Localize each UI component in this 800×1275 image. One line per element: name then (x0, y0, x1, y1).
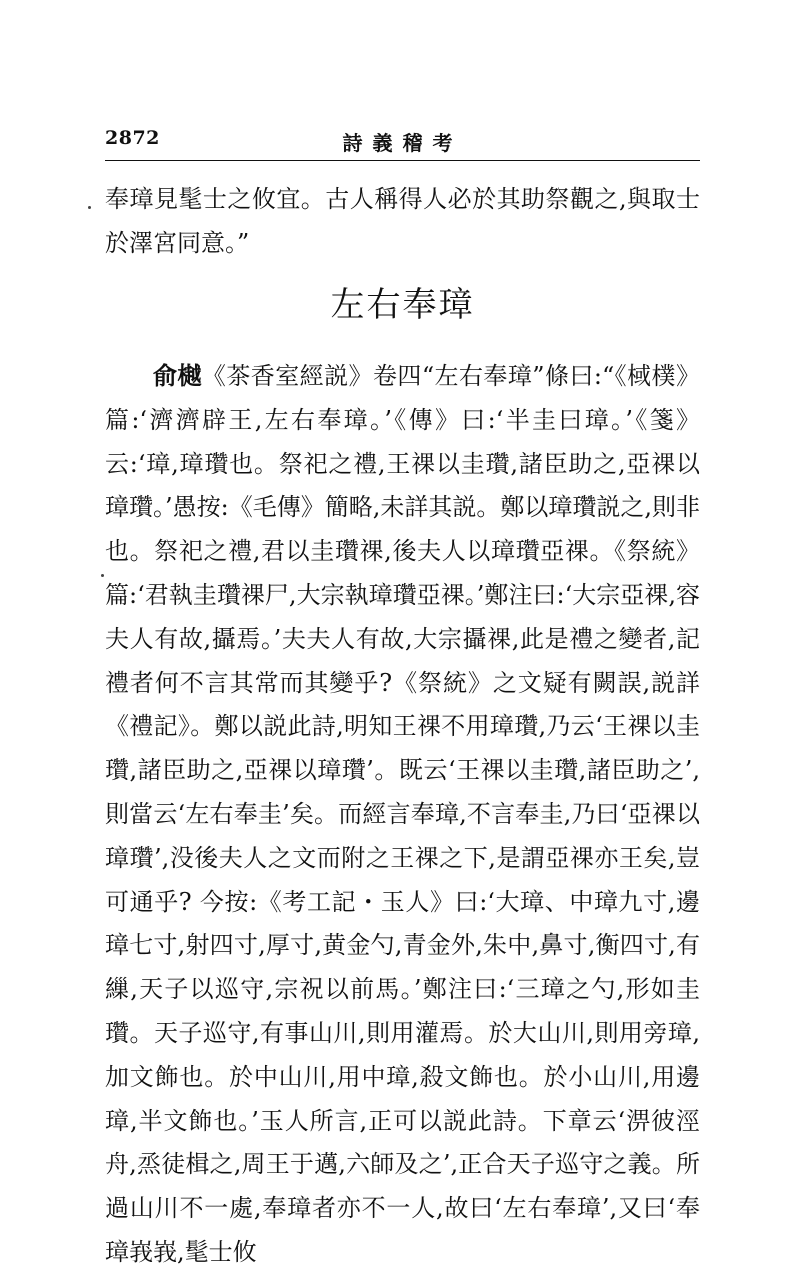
page-number: 2872 (105, 127, 160, 149)
author-name: 俞樾 (153, 361, 202, 390)
continuation-paragraph (105, 178, 700, 266)
paragraph-text (105, 354, 700, 1275)
main-paragraph (105, 354, 700, 1275)
scan-speck (101, 574, 104, 577)
paragraph-body: 《茶香室經説》卷四“左右奉璋”條曰:“《棫樸》篇:‘濟濟辟王,左右奉璋。’《傳》曰:‘半圭曰璋。’《箋》云:‘璋,璋瓚也。祭祀之禮,王祼以圭瓚,諸臣助之,亞祼以璋瓚。’愚按:《毛傳》簡略,未詳其説。鄭以璋瓚説之,則非也。祭祀之禮,君以圭瓚祼,後夫人以璋瓚亞祼。《祭統》篇:‘君執圭瓚祼尸,大宗執璋瓚亞祼。’鄭注曰:‘大宗亞祼,容夫人有故,攝焉。’夫夫人有故,大宗攝祼,此是禮之變者,記禮者何不言其常而其變乎?《祭統》之文疑有闕誤,説詳《禮記》。鄭以説此詩,明知王祼不用璋瓚,乃云‘王祼以圭瓚,諸臣助之,亞祼以璋瓚’。既云‘王祼以圭瓚,諸臣助之’,則當云‘左右奉圭’矣。而經言奉璋,不言奉圭,乃曰‘亞祼以璋瓚’,没後夫人之文而附之王祼之下,是謂亞祼亦王矣,豈可通乎? 今按:《考工記・玉人》曰:‘大璋、中璋九寸,邊璋七寸,射四寸,厚寸,黄金勺,青金外,朱中,鼻寸,衡四寸,有繅,天子以巡守,宗祝以前馬。’鄭注曰:‘三璋之勺,形如圭瓚。天子巡守,有事山川,則用灌焉。於大山川,則用旁璋,加文飾也。於中山川,用中璋,殺文飾也。於小山川,用邊璋,半文飾也。’玉人所言,正可以説此詩。下章云‘淠彼涇舟,烝徒楫之,周王于邁,六師及之’,正合天子巡守之義。所過山川不一處,奉璋者亦不一人,故曰‘左右奉璋’,又曰‘奉璋峩峩,髦士攸 (105, 362, 700, 1266)
scan-speck (88, 206, 91, 209)
running-title: 詩義稽考 (342, 131, 463, 155)
continuation-text: 奉璋見髦士之攸宜。古人稱得人必於其助祭觀之,與取士於澤宮同意。” (105, 185, 700, 257)
header-rule (105, 160, 700, 161)
section-heading: 左右奉璋 (330, 285, 475, 325)
page-header (105, 127, 700, 163)
